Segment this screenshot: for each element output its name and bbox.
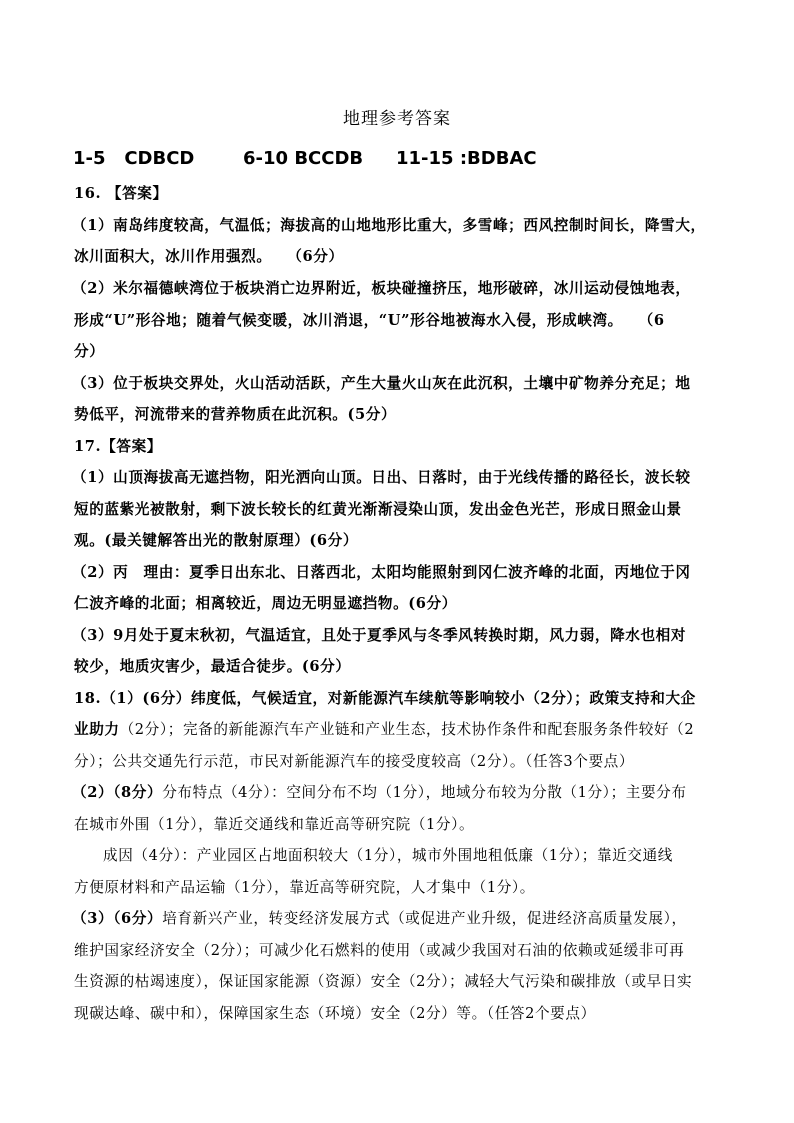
q16-line: （2）米尔福德峡湾位于板块消亡边界附近，板块碰撞挤压，地形破碎，冰川运动侵蚀地表， bbox=[72, 280, 691, 297]
q16-line: 冰川面积大，冰川作用强烈。 （6分） bbox=[74, 248, 344, 265]
q18-line bbox=[72, 783, 687, 803]
q18-line: 生资源的枯竭速度），保证国家能源（资源）安全（2分）；减轻大气污染和碳排放（或早日实 bbox=[74, 973, 693, 990]
q18-line: 在城市外围（1分），靠近交通线和靠近高等研究院（1分）。 bbox=[74, 816, 475, 833]
mc-group-1-answers: CDBCD bbox=[124, 148, 195, 169]
q17-line: 仁波齐峰的北面；相离较近，周边无明显遮挡物。(6分） bbox=[74, 595, 457, 612]
q18-text-fragment: 分布特点（4分）：空间分布不均（1分），地域分布较为分散（1分）；主要分布 bbox=[162, 784, 687, 801]
q16-line: 分） bbox=[74, 343, 105, 360]
mc-group-1 bbox=[73, 148, 194, 169]
q18-part3-head: （3）（6分） bbox=[72, 910, 163, 927]
mc-group-3 bbox=[396, 148, 537, 169]
q17-heading: 17.【答案】 bbox=[74, 438, 162, 455]
page-title: 地理参考答案 bbox=[343, 109, 451, 129]
q17-line: 较少，地质灾害少，最适合徒步。(6分） bbox=[74, 658, 351, 675]
q18-line: 成因（4分）：产业园区占地面积较大（1分），城市外围地租低廉（1分）；靠近交通线 bbox=[103, 847, 673, 864]
q17-line: 短的蓝紫光被散射，剩下波长较长的红黄光渐渐浸染山顶，发出金色光芒，形成日照金山景 bbox=[74, 501, 682, 518]
q18-line: 现碳达峰、碳中和），保障国家生态（环境）安全（2分）等。（任答2个要点） bbox=[74, 1005, 596, 1022]
q18-line: 分）；公共交通先行示范，市民对新能源汽车的接受度较高（2分）。（任答3个要点） bbox=[74, 753, 635, 770]
q17-line: （1）山顶海拔高无遮挡物，阳光洒向山顶。日出、日落时，由于光线传播的路径长，波长较 bbox=[72, 469, 691, 486]
q18-text-fragment: 培育新兴产业，转变经济发展方式（或促进产业升级，促进经济高质量发展）， bbox=[162, 910, 687, 927]
q16-line: （3）位于板块交界处，火山活动活跃，产生大量火山灰在此沉积，土壤中矿物养分充足；地 bbox=[72, 375, 691, 392]
q18-line: 方便原材料和产品运输（1分），靠近高等研究院，人才集中（1分）。 bbox=[74, 879, 535, 896]
q16-heading: 16. 【答案】 bbox=[74, 185, 168, 202]
q16-line: 势低平，河流带来的营养物质在此沉积。(5分） bbox=[74, 406, 397, 423]
q18-text-fragment: （2分）；完备的新能源汽车产业链和产业生态，技术协作条件和配套服务条件较好（2 bbox=[119, 721, 695, 738]
q17-line: （3）9月处于夏末秋初，气温适宜，且处于夏季风与冬季风转换时期，风力弱，降水也相对 bbox=[72, 627, 687, 644]
mc-group-2 bbox=[243, 148, 363, 169]
mc-group-3-answers: :BDBAC bbox=[459, 148, 537, 169]
q18-line: 维护国家经济安全（2分）；可减少化石燃料的使用（或减少我国对石油的依赖或延缓非可再 bbox=[74, 942, 685, 959]
q17-line: （2）丙 理由：夏季日出东北、日落西北，太阳均能照射到冈仁波齐峰的北面，丙地位于冈 bbox=[72, 564, 691, 581]
mc-group-3-label: 11-15 bbox=[396, 148, 454, 169]
mc-group-2-answers: BCCDB bbox=[294, 148, 364, 169]
q18-bold-fragment: 业助力 bbox=[74, 721, 120, 738]
q17-line: 观。(最关键解答出光的散射原理）(6分） bbox=[74, 532, 359, 549]
q16-line: 形成“U”形谷地；随着气候变暖，冰川消退，“U”形谷地被海水入侵，形成峡湾。 （6 bbox=[74, 312, 665, 329]
q16-line: （1）南岛纬度较高，气温低；海拔高的山地地形比重大，多雪峰；西风控制时间长，降雪大， bbox=[72, 217, 706, 234]
q18-line bbox=[72, 909, 687, 929]
q18-line: 18.（1）(6分）纬度低，气候适宜，对新能源汽车续航等影响较小（2分）；政策支持和大企 bbox=[74, 690, 696, 707]
q18-part2-head: （2）（8分） bbox=[72, 784, 163, 801]
mc-group-2-label: 6-10 bbox=[243, 148, 289, 169]
q18-line bbox=[74, 720, 694, 740]
mc-group-1-label: 1-5 bbox=[73, 148, 106, 169]
